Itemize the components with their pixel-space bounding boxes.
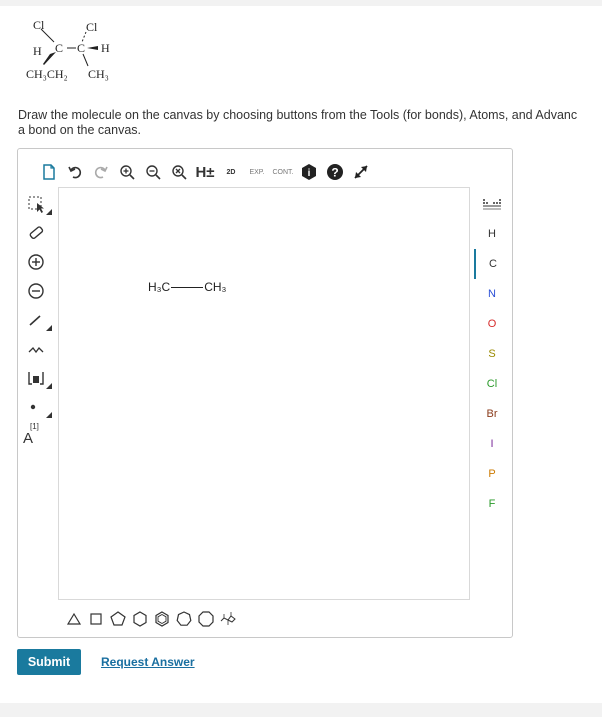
canvas-bond-line[interactable] (171, 287, 203, 288)
template-tool[interactable] (18, 363, 54, 392)
atom-button-h[interactable]: H (488, 228, 496, 240)
canvas-right-group[interactable]: CH₃ (204, 280, 227, 294)
periodic-table-button[interactable] (474, 189, 510, 219)
minus-charge-icon (27, 282, 45, 300)
eraser-tool[interactable] (18, 218, 54, 247)
charge-index-label: [1] (30, 422, 39, 431)
canvas-molecule[interactable] (148, 280, 226, 294)
two-d-label: 2D (226, 168, 236, 176)
editor-top-toolbar (36, 159, 374, 185)
cyclopentane-template[interactable] (108, 607, 128, 631)
atom-button-p[interactable]: P (488, 468, 496, 480)
atom-button-c[interactable]: C (474, 249, 510, 279)
hydrogen-left-label: H (33, 44, 42, 58)
expand-label: EXP. (249, 168, 265, 176)
submit-button[interactable]: Submit (17, 649, 81, 675)
ethyl-group-label: CH₃CH₂ (26, 67, 68, 81)
atom-charge-tool[interactable] (18, 421, 54, 450)
zoom-out-icon[interactable] (140, 160, 166, 184)
plus-charge-icon (27, 253, 45, 271)
single-bond-icon (27, 311, 45, 329)
zoom-in-icon[interactable] (114, 160, 140, 184)
radical-dot-icon (27, 398, 45, 416)
cyclopropane-template[interactable] (64, 607, 84, 631)
ring-template-bar (64, 604, 240, 634)
expand-button[interactable] (244, 160, 270, 184)
contract-label: CONT. (272, 168, 294, 176)
negative-charge-tool[interactable] (18, 276, 54, 305)
radical-tool-expander (46, 412, 52, 418)
chlorine-right-label: Cl (86, 20, 98, 34)
chair-conformation-icon (219, 610, 237, 628)
undo-icon[interactable] (62, 160, 88, 184)
triangle-icon (66, 611, 82, 627)
svg-text:i: i (307, 168, 311, 179)
contract-button[interactable] (270, 160, 296, 184)
fullscreen-icon[interactable] (348, 160, 374, 184)
heptagon-icon (175, 610, 193, 628)
selection-tool[interactable] (18, 189, 54, 218)
svg-text:?: ? (331, 165, 339, 180)
selection-tool-expander (46, 209, 52, 215)
atom-palette (474, 189, 510, 519)
hexagon-icon (131, 610, 149, 628)
cyclohexane-template[interactable] (130, 607, 150, 631)
chain-icon (27, 340, 45, 358)
atom-button-o[interactable]: O (487, 318, 497, 330)
square-icon (88, 611, 104, 627)
chair-template[interactable] (218, 607, 238, 631)
benzene-template[interactable] (152, 607, 172, 631)
question-prompt (18, 108, 602, 138)
question-molecule (22, 18, 132, 88)
request-answer-link[interactable]: Request Answer (101, 655, 195, 669)
periodic-table-icon (482, 197, 502, 211)
atom-button-i[interactable]: I (490, 438, 494, 450)
chlorine-left-label: Cl (33, 18, 45, 32)
info-icon[interactable] (296, 160, 322, 184)
selection-icon (27, 195, 45, 213)
cycloheptane-template[interactable] (174, 607, 194, 631)
cyclooctane-template[interactable] (196, 607, 216, 631)
carbon-right-label: C (77, 41, 86, 55)
clear-icon[interactable] (166, 160, 192, 184)
atom-button-n[interactable]: N (488, 288, 496, 300)
bond-tool-expander (46, 325, 52, 331)
atom-label-a: A (23, 430, 34, 447)
atom-button-f[interactable]: F (488, 498, 496, 510)
positive-charge-tool[interactable] (18, 247, 54, 276)
molecule-editor (17, 148, 513, 638)
cyclobutane-template[interactable] (86, 607, 106, 631)
template-tool-expander (46, 383, 52, 389)
prompt-line-1: Draw the molecule on the canvas by choosing buttons from the Tools (for bonds), Atoms, and Advanc (18, 108, 578, 122)
explicit-hydrogens-button[interactable]: H± (195, 163, 215, 181)
prompt-line-2: a bond on the canvas. (18, 123, 142, 137)
editor-left-toolbar (18, 189, 54, 450)
bottom-strip (0, 703, 602, 717)
help-icon[interactable] (322, 160, 348, 184)
atom-button-cl[interactable]: Cl (486, 378, 498, 390)
atom-button-s[interactable]: S (488, 348, 496, 360)
new-document-icon[interactable] (36, 160, 62, 184)
methyl-group-label: CH₃ (88, 67, 109, 81)
eraser-icon (27, 224, 45, 242)
hydrogen-right-label: H (101, 41, 110, 55)
canvas-left-group[interactable]: H₃C (148, 280, 171, 294)
redo-icon[interactable] (88, 160, 114, 184)
octagon-icon (197, 610, 215, 628)
atom-button-br[interactable]: Br (486, 408, 498, 420)
drawing-canvas[interactable] (58, 187, 470, 600)
template-icon (27, 369, 45, 387)
single-bond-tool[interactable] (18, 305, 54, 334)
two-d-clean-button[interactable] (218, 160, 244, 184)
pentagon-icon (109, 610, 127, 628)
top-strip (0, 0, 602, 6)
benzene-icon (153, 610, 171, 628)
radical-tool[interactable] (18, 392, 54, 421)
chain-tool[interactable] (18, 334, 54, 363)
carbon-left-label: C (55, 41, 64, 55)
